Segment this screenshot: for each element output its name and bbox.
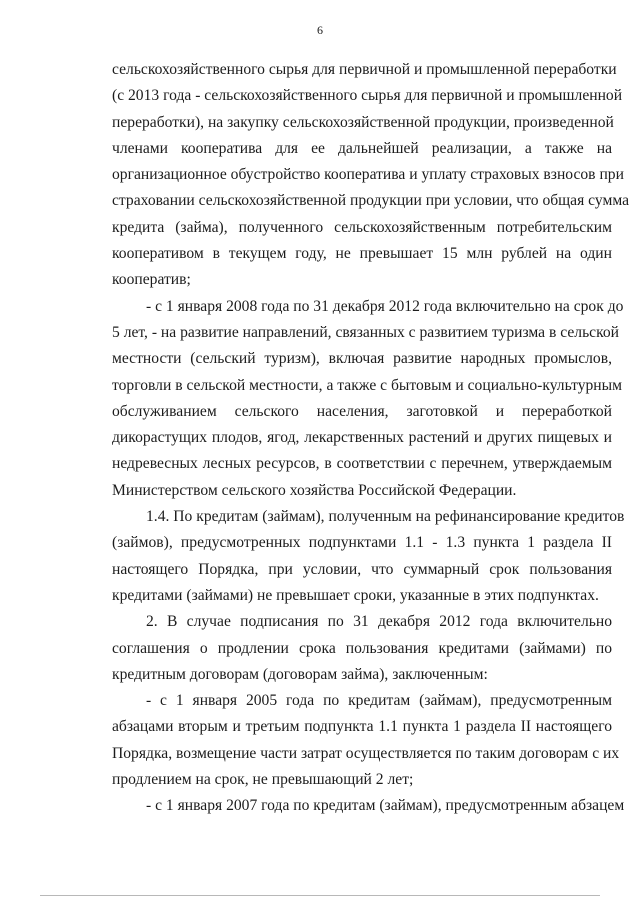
text-line: - с 1 января 2005 года по кредитам (займам), предусмотренным (146, 692, 612, 710)
text-line: страховании сельскохозяйственной продукции при условии, что общая сумма (112, 192, 630, 210)
text-line: кооператив; (112, 271, 191, 289)
text-line: (с 2013 года - сельскохозяйственного сырья для первичной и промышленной (112, 87, 623, 105)
text-line: кредита (займа), полученного сельскохозяйственным потребительским (112, 218, 612, 236)
text-line: кредитами (займами) не превышает сроки, указанные в этих подпунктах. (112, 586, 599, 604)
text-line: переработки), на закупку сельскохозяйственной продукции, произведенной (112, 113, 614, 131)
text-line: недревесных лесных ресурсов, в соответствии с перечнем, утверждаемым (112, 455, 612, 473)
text-line: Министерством сельского хозяйства Российской Федерации. (112, 481, 517, 499)
text-line: дикорастущих плодов, ягод, лекарственных растений и других пищевых и (112, 429, 612, 447)
text-line: 1.4. По кредитам (займам), полученным на рефинансирование кредитов (146, 508, 625, 526)
page-number: 6 (317, 23, 323, 37)
page-bottom-edge (40, 895, 600, 896)
text-line: соглашения о продлении срока пользования кредитами (займами) по (112, 639, 612, 657)
text-line: (займов), предусмотренных подпунктами 1.1 - 1.3 пункта 1 раздела II (112, 534, 612, 552)
text-line: сельскохозяйственного сырья для первичной и промышленной переработки (112, 61, 617, 78)
text-line: продлением на срок, не превышающий 2 лет; (112, 771, 414, 789)
text-line: организационное обустройство кооператива и уплату страховых взносов при (112, 166, 624, 184)
text-line: настоящего Порядка, при условии, что суммарный срок пользования (112, 560, 612, 578)
text-line: кредитным договорам (договорам займа), заключенным: (112, 665, 488, 683)
document-body (112, 57, 630, 820)
text-line: - с 1 января 2007 года по кредитам (займам), предусмотренным абзацем (146, 797, 625, 815)
text-line: кооперативом в текущем году, не превышает 15 млн рублей на один (112, 245, 612, 263)
text-line: 5 лет, - на развитие направлений, связанных с развитием туризма в сельской (112, 323, 620, 341)
text-line: обслуживанием сельского населения, заготовкой и переработкой (112, 402, 612, 420)
text-line: 2. В случае подписания по 31 декабря 2012 года включительно (146, 613, 612, 631)
text-line: торговли в сельской местности, а также с бытовым и социально-культурным (112, 376, 622, 394)
text-line: местности (сельский туризм), включая развитие народных промыслов, (112, 350, 612, 368)
text-line: Порядка, возмещение части затрат осуществляется по таким договорам с их (112, 744, 620, 762)
text-line: членами кооператива для ее дальнейшей реализации, а также на (112, 139, 612, 157)
text-line: абзацами вторым и третьим подпункта 1.1 пункта 1 раздела II настоящего (112, 718, 612, 736)
text-line: - с 1 января 2008 года по 31 декабря 2012 года включительно на срок до (146, 297, 624, 315)
